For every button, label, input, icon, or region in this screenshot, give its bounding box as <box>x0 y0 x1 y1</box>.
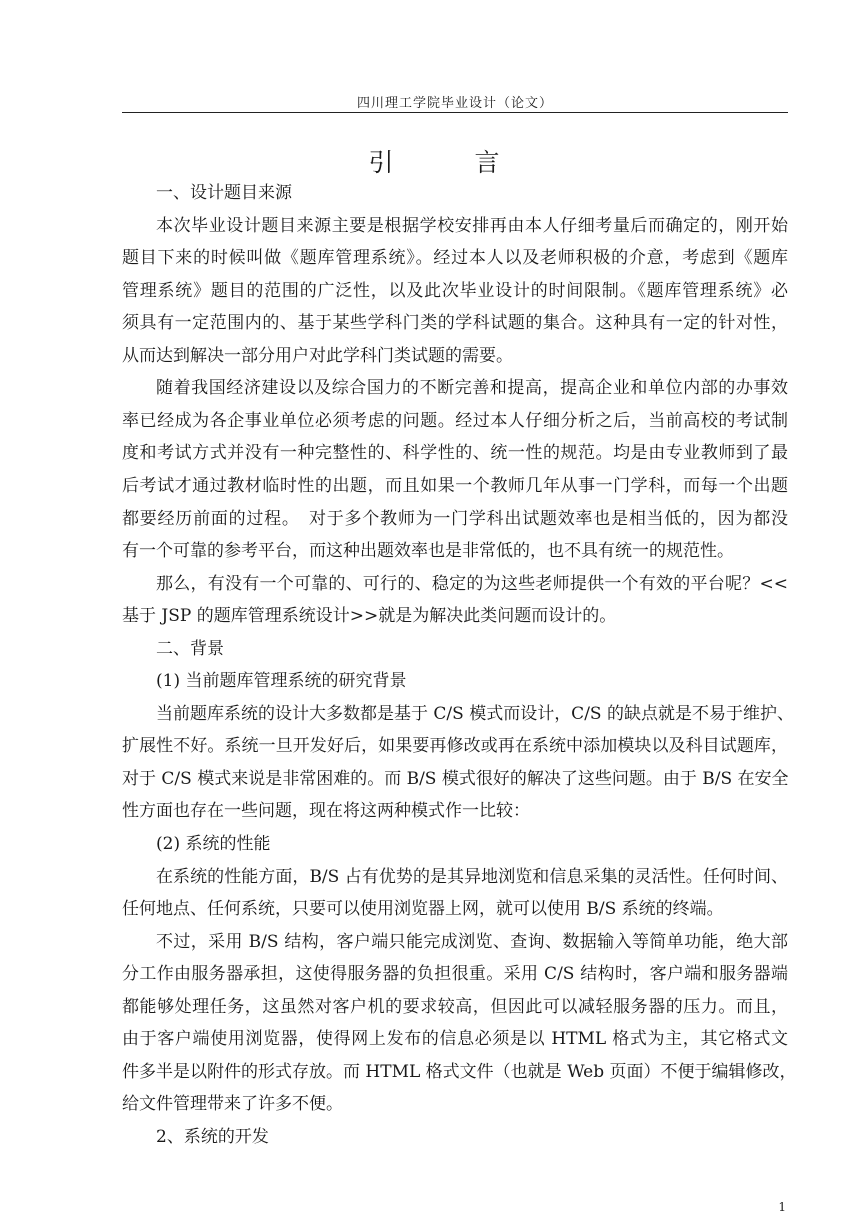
header-rule <box>122 112 788 113</box>
text-line: 须具有一定范围内的、基于某些学科门类的学科试题的集合。这种具有一定的针对性， <box>122 313 788 334</box>
text-line: 那么，有没有一个可靠的、可行的、稳定的为这些老师提供一个有效的平台呢？<< <box>156 573 788 594</box>
text-line: 度和考试方式并没有一种完整性的、科学性的、统一性的规范。均是由专业教师到了最 <box>122 443 788 464</box>
section-heading: 二、背景 <box>156 638 224 659</box>
text-line: 都要经历前面的过程。 对于多个教师为一门学科出试题效率也是相当低的，因为都没 <box>122 508 788 529</box>
text-line: 率已经成为各企事业单位必须考虑的问题。经过本人仔细分析之后，当前高校的考试制 <box>122 410 788 431</box>
text-line: 都能够处理任务，这虽然对客户机的要求较高，但因此可以减轻服务器的压力。而且， <box>122 996 788 1017</box>
section-heading: (1) 当前题库管理系统的研究背景 <box>156 671 407 692</box>
text-line: 在系统的性能方面，B/S 占有优势的是其异地浏览和信息采集的灵活性。任何时间、 <box>156 866 788 887</box>
section-heading: (2) 系统的性能 <box>156 834 271 854</box>
text-line: 不过，采用 B/S 结构，客户端只能完成浏览、查询、数据输入等简单功能，绝大部 <box>156 931 788 952</box>
text-line: 扩展性不好。系统一旦开发好后，如果要再修改或再在系统中添加模块以及科目试题库， <box>122 736 788 757</box>
text-line: 题目下来的时候叫做《题库管理系统》。经过本人以及老师积极的介意，考虑到《题库 <box>122 248 788 269</box>
text-line: 对于 C/S 模式来说是非常困难的。而 B/S 模式很好的解决了这些问题。由于 B/S 在安全 <box>122 768 789 789</box>
text-line: 由于客户端使用浏览器，使得网上发布的信息必须是以 HTML 格式为主，其它格式文 <box>122 1029 788 1050</box>
text-line: 基于 JSP 的题库管理系统设计>>就是为解决此类问题而设计的。 <box>122 606 617 627</box>
text-line: 件多半是以附件的形式存放。而 HTML 格式文件（也就是 Web 页面）不便于编辑修改， <box>122 1061 797 1082</box>
text-line: 从而达到解决一部分用户对此学科门类试题的需要。 <box>122 345 513 366</box>
text-line: 后考试才通过教材临时性的出题，而且如果一个教师几年从事一门学科，而每一个出题 <box>122 475 788 496</box>
text-line: 给文件管理带来了许多不便。 <box>122 1094 343 1115</box>
text-line: 管理系统》题目的范围的广泛性，以及此次毕业设计的时间限制。《题库管理系统》必 <box>122 280 788 301</box>
text-line: 当前题库系统的设计大多数都是基于 C/S 模式而设计，C/S 的缺点就是不易于维护、 <box>156 703 794 724</box>
text-line: 性方面也存在一些问题，现在将这两种模式作一比较： <box>122 801 530 822</box>
text-line: 有一个可靠的参考平台，而这种出题效率也是非常低的，也不具有统一的规范性。 <box>122 541 734 562</box>
text-line: 本次毕业设计题目来源主要是根据学校安排再由本人仔细考量后而确定的，刚开始 <box>156 215 788 236</box>
text-line: 分工作由服务器承担，这使得服务器的负担很重。采用 C/S 结构时，客户端和服务器端 <box>122 964 788 985</box>
page-title: 引 言 <box>368 148 528 177</box>
page-header: 四川理工学院毕业设计（论文） <box>356 96 553 111</box>
section-heading: 一、设计题目来源 <box>156 183 292 203</box>
page-number: 1 <box>778 1200 786 1214</box>
section-heading: 2、系统的开发 <box>156 1126 269 1147</box>
text-line: 任何地点、任何系统，只要可以使用浏览器上网，就可以使用 B/S 系统的终端。 <box>122 899 724 920</box>
text-line: 随着我国经济建设以及综合国力的不断完善和提高，提高企业和单位内部的办事效 <box>156 378 788 399</box>
